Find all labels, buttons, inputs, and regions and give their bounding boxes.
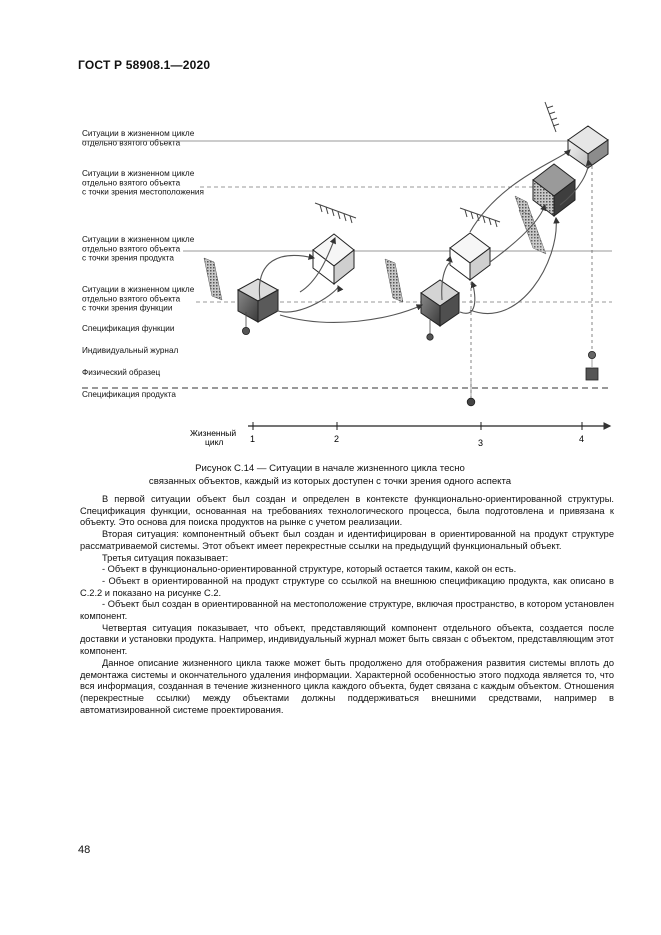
list-item: - Объект в ориентированной на продукт структуре со ссылкой на внешнюю спецификацию продукта, как описано в С.2.2 и показано на рисунке С.2. xyxy=(80,575,614,598)
paragraph: Данное описание жизненного цикла также может быть продолжено для отображения развития системы вплоть до демонтажа системы и окончательного удаления информации. Характерной особенностью этого подхода является то, что вся информация, созданная в течение жизненного цикла каждого объекта, будет связана с каждым объектом. Отношения (перекрестные ссылки) между объектами должны поддерживаться внешними средствами, например в автоматизированной системе проектирования. xyxy=(80,657,614,715)
lifecycle-axis xyxy=(248,422,610,430)
row-label-line: с точки зрения местоположения xyxy=(82,187,204,197)
axis-tick-3: 3 xyxy=(478,438,484,448)
figure-caption xyxy=(80,462,580,488)
row-label-line: Спецификация продукта xyxy=(82,390,176,399)
axis-tick-1: 1 xyxy=(250,434,256,444)
row-label-line: отдельно взятого объекта xyxy=(82,294,181,304)
row-label-line: Индивидуальный журнал xyxy=(82,346,179,355)
body-text xyxy=(80,494,614,716)
paragraph: Третья ситуация показывает: xyxy=(102,552,229,563)
row-label-line: Ситуации в жизненном цикле xyxy=(82,169,195,178)
page-number: 48 xyxy=(78,844,91,856)
axis-tick-4: 4 xyxy=(579,434,585,444)
axis-label-line-1: Жизненный xyxy=(190,428,237,438)
row-label-line: отдельно взятого объекта xyxy=(82,178,181,188)
row-label-line: Спецификация функции xyxy=(82,324,175,333)
caption-line-2: связанных объектов, каждый из которых доступен с точки зрения одного аспекта xyxy=(148,476,512,487)
markers xyxy=(242,312,598,406)
axis-label-line-2: цикл xyxy=(205,437,224,447)
paragraph: Вторая ситуация: компонентный объект был создан и идентифицирован в ориентированной на продукт структуре рассматриваемой системы. Этот объект имеет перекрестные ссылки на предыдущий функциональный объект. xyxy=(80,529,614,551)
paragraph: В первой ситуации объект был создан и определен в контексте функционально-ориентированной структуры. Спецификация функции, основанная на требованиях технологического процесса, была подготовлена и привязана к объекту. Это основа для поиска продуктов на рынке с учетом реализации. xyxy=(80,494,614,528)
row-label-line: Ситуации в жизненном цикле xyxy=(82,129,195,138)
cube-situation3-product xyxy=(450,233,490,280)
lifecycle-figure xyxy=(0,0,661,460)
list-item: - Объект был создан в ориентированной на местоположение структуре, включая пространство, в котором установлен компонент. xyxy=(80,599,614,622)
row-label-line: с точки зрения продукта xyxy=(82,253,174,263)
axis-tick-2: 2 xyxy=(334,434,340,444)
row-label-line: Ситуации в жизненном цикле xyxy=(82,235,195,244)
row-label-line: Ситуации в жизненном цикле xyxy=(82,285,195,294)
document-header: ГОСТ Р 58908.1—2020 xyxy=(78,58,211,72)
cube-situation3-function xyxy=(421,280,459,326)
row-labels xyxy=(82,129,204,399)
caption-line-1: Рисунок С.14 — Ситуации в начале жизненного цикла тесно xyxy=(195,463,465,474)
paragraph: Четвертая ситуация показывает, что объект, представляющий компонент отдельного объекта, создается после доставки и установки продукта. Например, индивидуальный журнал может быть связан с объектом, представляющим этот компонент. xyxy=(80,622,614,657)
row-label-line: отдельно взятого объекта xyxy=(82,244,181,254)
cube-situation3-location xyxy=(533,164,575,216)
row-label-line: Физический образец xyxy=(82,368,161,377)
cube-situation1-function xyxy=(238,279,278,322)
row-label-line: отдельно взятого объекта xyxy=(82,138,181,148)
row-label-line: с точки зрения функции xyxy=(82,303,173,313)
list-item: - Объект в функционально-ориентированной структуре, который остается таким, какой он есть. xyxy=(102,564,517,575)
